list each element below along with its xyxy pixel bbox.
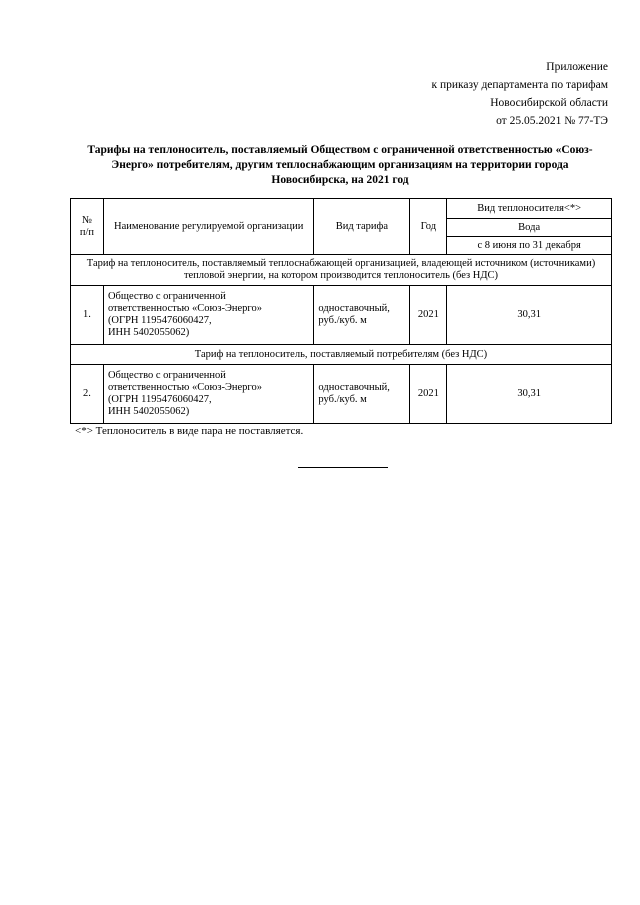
appendix-order-line: к приказу департамента по тарифам (431, 79, 608, 91)
footnote: <*> Теплоноситель в виде пара не поставляется. (75, 425, 304, 437)
row-number: 2. (71, 365, 104, 424)
header-organization: Наименование регулируемой организации (103, 199, 313, 255)
tariff-table (70, 198, 612, 424)
table-row (71, 365, 612, 424)
section-title: Тариф на теплоноситель, поставляемый теплоснабжающей организацией, владеющей источником (источниками) тепловой энергии, на котором производится теплоноситель (без НДС) (71, 255, 612, 286)
header-number: № п/п (71, 199, 104, 255)
row-tariff-type: одноставочный, руб./куб. м (314, 365, 410, 424)
table-header-row (71, 199, 612, 219)
table-row (71, 286, 612, 345)
closing-rule (298, 467, 388, 468)
header-water: Вода (447, 219, 612, 237)
section-title: Тариф на теплоноситель, поставляемый потребителям (без НДС) (71, 345, 612, 365)
header-period: с 8 июня по 31 декабря (447, 237, 612, 255)
header-year: Год (410, 199, 447, 255)
appendix-region-line: Новосибирской области (490, 97, 608, 109)
header-coolant-type: Вид теплоносителя<*> (447, 199, 612, 219)
row-number: 1. (71, 286, 104, 345)
appendix-date-line: от 25.05.2021 № 77-ТЭ (496, 115, 608, 127)
row-year: 2021 (410, 286, 447, 345)
row-organization: Общество с ограниченной ответственностью «Союз-Энерго» (ОГРН 1195476060427, ИНН 5402055062) (103, 365, 313, 424)
document-title: Тарифы на теплоноситель, поставляемый Обществом с ограниченной ответственностью «Союз-Энерго» потребителям, другим теплоснабжающим организациям на территории города Новосибирска, на 2021 год (87, 144, 593, 186)
appendix-line: Приложение (546, 61, 608, 73)
row-organization: Общество с ограниченной ответственностью «Союз-Энерго» (ОГРН 1195476060427, ИНН 5402055062) (103, 286, 313, 345)
header-tariff-type: Вид тарифа (314, 199, 410, 255)
row-tariff-type: одноставочный, руб./куб. м (314, 286, 410, 345)
section-row (71, 255, 612, 286)
appendix-block (431, 58, 608, 130)
row-value: 30,31 (447, 286, 612, 345)
row-year: 2021 (410, 365, 447, 424)
section-row (71, 345, 612, 365)
row-value: 30,31 (447, 365, 612, 424)
